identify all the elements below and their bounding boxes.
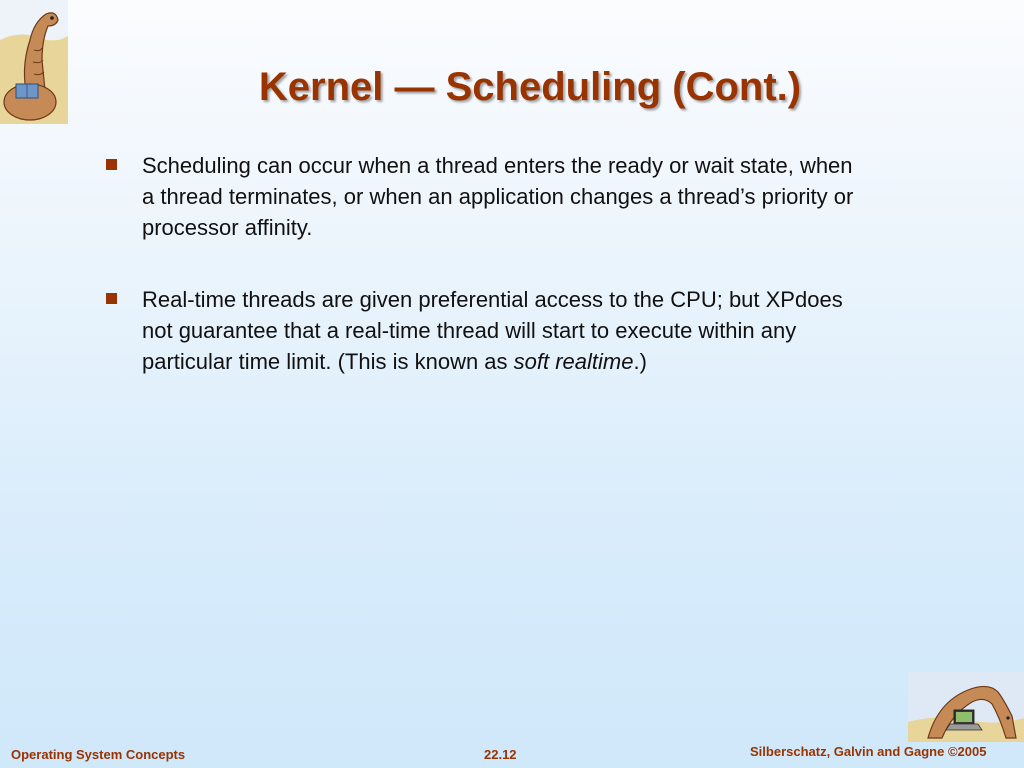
bullet-text-after: .)	[633, 349, 647, 374]
bullet-item	[100, 150, 860, 243]
slide-title: Kernel — Scheduling (Cont.)	[258, 64, 802, 109]
bullet-text-italic: soft realtime	[513, 349, 634, 374]
footer-authors: Silberschatz, Galvin and Gagne ©2005	[750, 744, 987, 759]
square-bullet-icon	[106, 159, 117, 170]
dinosaur-reading-icon	[0, 0, 68, 124]
bullet-text-before: Real-time threads are given preferential access to the CPU; but XPdoes not guarantee that a real-time thread will start to execute within any particular time limit. (This is known as	[142, 287, 843, 374]
dinosaur-laptop-icon	[908, 672, 1024, 742]
bullet-text: Scheduling can occur when a thread enters the ready or wait state, when a thread terminates, or when an application changes a thread’s priority or processor affinity.	[142, 153, 854, 240]
square-bullet-icon	[106, 293, 117, 304]
footer-course-title: Operating System Concepts	[11, 747, 186, 762]
bullet-text	[142, 287, 843, 374]
bullet-list	[100, 150, 860, 418]
footer-slide-number: 22.12	[484, 747, 517, 762]
bullet-item	[100, 284, 860, 377]
